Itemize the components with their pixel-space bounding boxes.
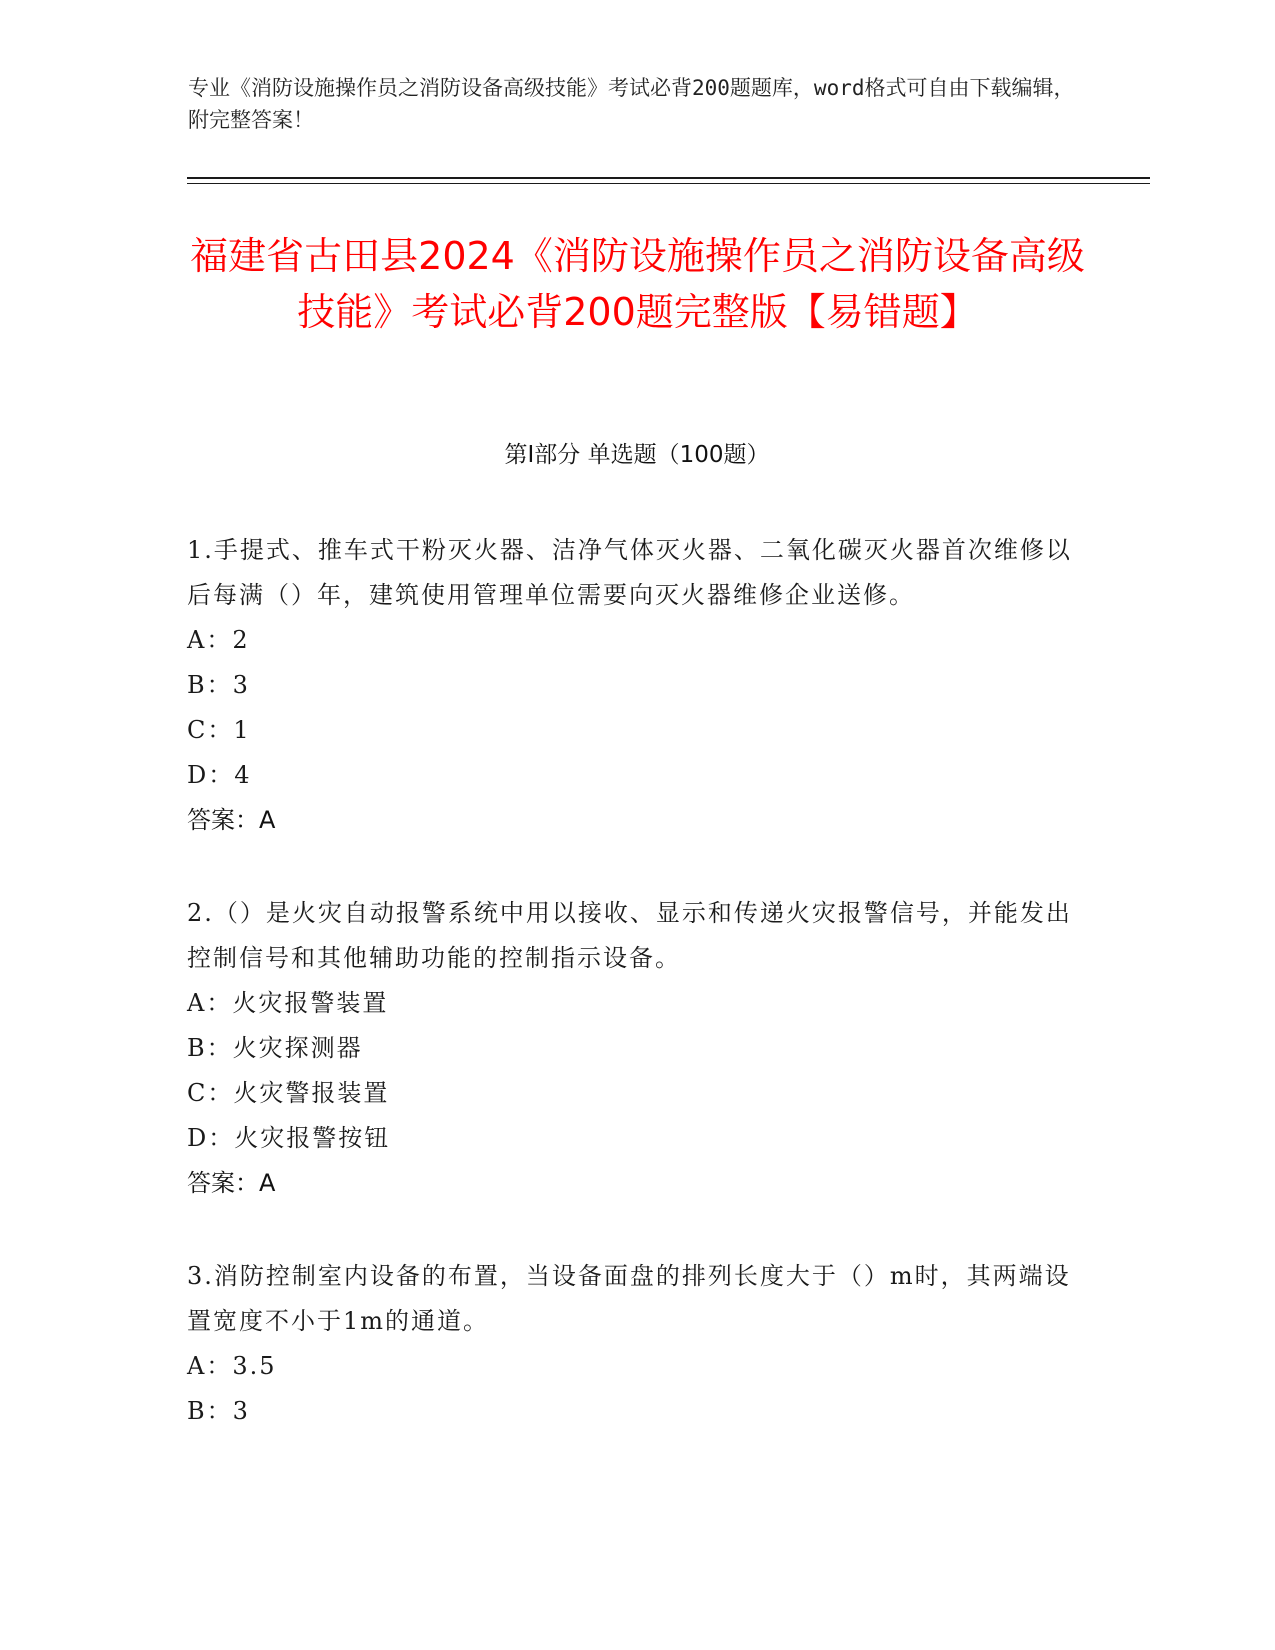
question-stem: 3.消防控制室内设备的布置，当设备面盘的排列长度大于（）m时，其两端设置宽度不小于1m的通道。 [187,1262,1071,1335]
option-d: D：4 [187,761,252,789]
question-stem: 2.（）是火灾自动报警系统中用以接收、显示和传递火灾报警信号，并能发出控制信号和其他辅助功能的控制指示设备。 [187,899,1072,972]
document-title: 福建省古田县2024《消防设施操作员之消防设备高级技能》考试必背200题完整版【易错题】 [190,234,1085,334]
header-divider-thin [187,183,1150,184]
answer-line: 答案：A [187,1169,276,1197]
section-heading: 第I部分 单选题（100题） [504,442,770,468]
question-1 [187,528,1077,843]
question-2 [187,891,1077,1206]
answer-line: 答案：A [187,806,276,834]
option-a: A：火灾报警装置 [187,989,389,1017]
option-b: B：火灾探测器 [187,1034,363,1062]
option-b: B：3 [187,1397,250,1425]
question-3 [187,1254,1077,1434]
question-list [187,528,1077,1482]
option-d: D：火灾报警按钮 [187,1124,391,1152]
option-c: C：1 [187,716,251,744]
option-c: C：火灾警报装置 [187,1079,390,1107]
header-divider-thick [187,177,1150,179]
header-note: 专业《消防设施操作员之消防设备高级技能》考试必背200题题库，word格式可自由下载编辑，附完整答案！ [188,76,1075,132]
question-stem: 1.手提式、推车式干粉灭火器、洁净气体灭火器、二氧化碳灭火器首次维修以后每满（）年，建筑使用管理单位需要向灭火器维修企业送修。 [187,536,1072,609]
option-a: A：3.5 [187,1352,277,1380]
option-b: B：3 [187,671,250,699]
option-a: A：2 [187,626,250,654]
